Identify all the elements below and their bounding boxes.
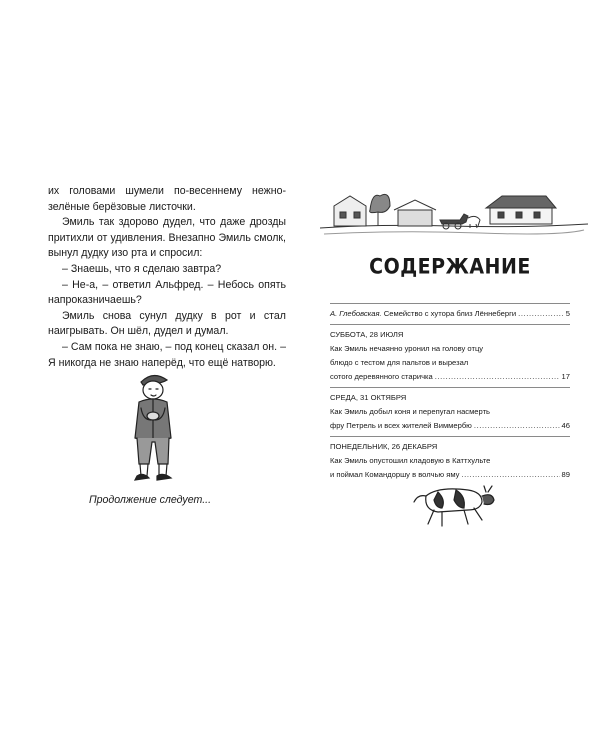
toc-entry-line[interactable]: Как Эмиль опустошил кладовую в Каттхульте <box>330 456 491 465</box>
leader-dots <box>518 307 564 321</box>
toc-divider <box>330 303 570 304</box>
toc-entry-intro[interactable] <box>330 307 570 321</box>
farm-illustration <box>320 180 588 240</box>
toc-entry-last-line[interactable] <box>330 419 570 433</box>
toc-divider <box>330 436 570 437</box>
leader-dots <box>435 370 560 384</box>
table-of-contents <box>330 300 570 482</box>
page-number: 17 <box>561 372 570 381</box>
toc-entry-line: фру Петрель и всех жителей Виммербю <box>330 421 472 430</box>
paragraph: их головами шумели по-весеннему нежно-зелёные берёзовые листочки. <box>48 185 286 213</box>
toc-title: СОДЕРЖАНИЕ <box>369 254 531 280</box>
paragraph: Эмиль так здорово дудел, что даже дрозды притихли от удивления. Внезапно Эмиль смолк, вынул дудку изо рта и спросил: <box>48 216 286 260</box>
leader-dots <box>474 419 560 433</box>
to-be-continued: Продолжение следует... <box>88 494 212 506</box>
section-heading: СРЕДА, 31 ОКТЯБРЯ <box>330 393 407 402</box>
story-text <box>48 184 286 371</box>
section-heading: ПОНЕДЕЛЬНИК, 26 ДЕКАБРЯ <box>330 442 438 451</box>
paragraph: – Сам пока не знаю, – под конец сказал он. – Я никогда не знаю наперёд, что ещё натворю. <box>48 340 286 369</box>
page-number: 5 <box>565 309 570 318</box>
toc-divider <box>330 324 570 325</box>
section-heading: СУББОТА, 28 ИЮЛЯ <box>330 330 404 339</box>
page-number: 46 <box>561 421 570 430</box>
boy-illustration <box>113 368 193 488</box>
toc-entry-line: и поймал Командоршу в волчью яму <box>330 470 460 479</box>
toc-entry-line[interactable]: Как Эмиль добыл коня и перепугал насмерть <box>330 407 491 416</box>
toc-entry-last-line[interactable] <box>330 370 570 384</box>
paragraph: – Не-а, – ответил Альфред. – Небось опять напроказничаешь? <box>48 278 286 307</box>
intro-title: Семейство с хутора близ Лённеберги <box>383 309 517 318</box>
cow-illustration <box>408 474 498 532</box>
toc-entry-line[interactable]: блюдо с тестом для пальтов и вырезал <box>330 358 469 367</box>
paragraph: Эмиль снова сунул дудку в рот и стал наигрывать. Он шёл, дудел и думал. <box>48 309 286 338</box>
toc-entry-line: сотого деревянного старичка <box>330 372 433 381</box>
toc-entry-line[interactable]: Как Эмиль нечаянно уронил на голову отцу <box>330 344 484 353</box>
page-number: 89 <box>561 470 570 479</box>
right-page <box>300 0 600 750</box>
intro-author: А. Глебовская. <box>330 309 382 318</box>
toc-divider <box>330 387 570 388</box>
paragraph: – Знаешь, что я сделаю завтра? <box>62 262 222 275</box>
